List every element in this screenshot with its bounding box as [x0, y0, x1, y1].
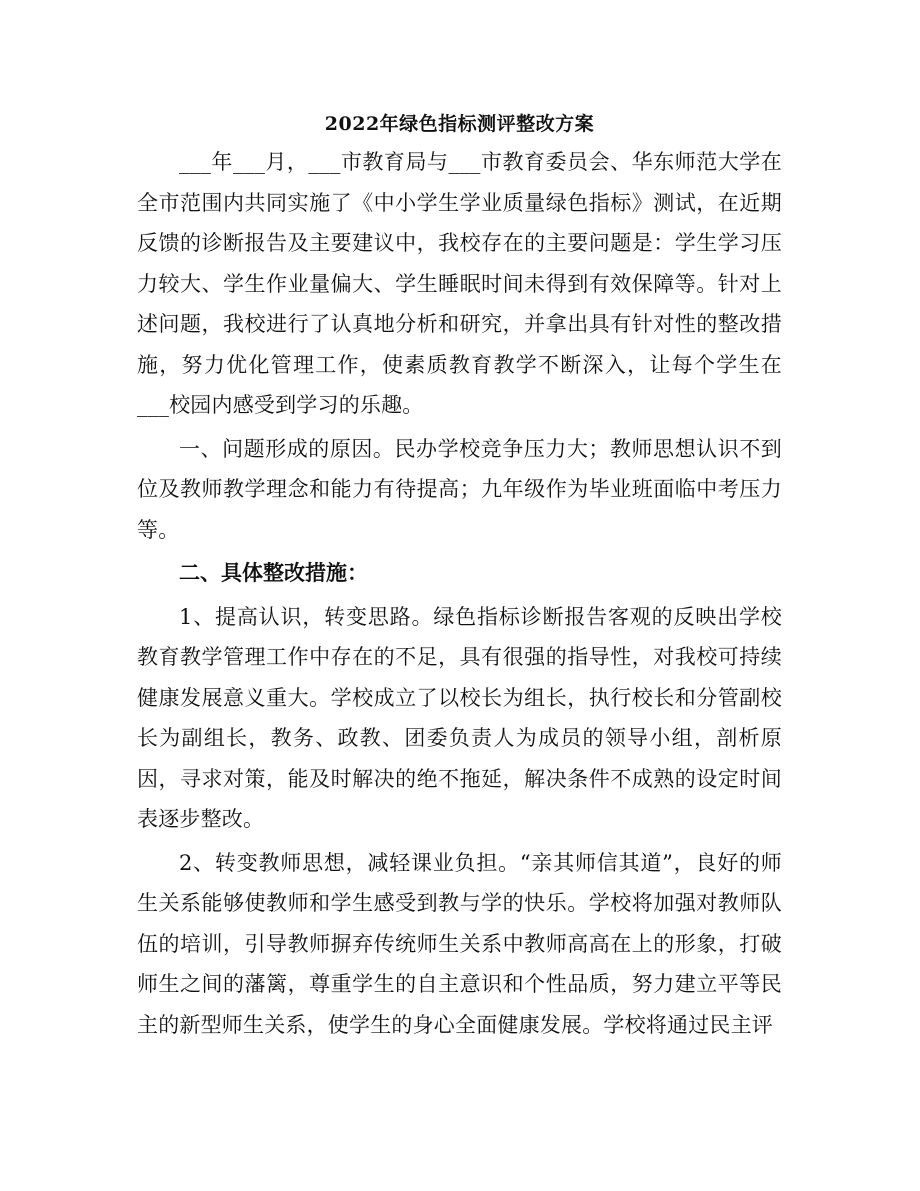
measure2-paragraph: 2、转变教师思想，减轻课业负担。“亲其师信其道”，良好的师生关系能够使教师和学生感受到教与学的快乐。学校将加强对教师队伍的培训，引导教师摒弃传统师生关系中教师高高在上的形象，打破师生之间的藩篱，尊重学生的自主意识和个性品质，努力建立平等民主的新型师生关系，使学生的身心全面健康发展。学校将通过民主评 [137, 850, 782, 1037]
section1-paragraph: 一、问题形成的原因。民办学校竞争压力大；教师思想认识不到位及教师教学理念和能力有待提高；九年级作为毕业班面临中考压力等。 [137, 436, 782, 542]
intro-paragraph: ___年___月，___市教育局与___市教育委员会、华东师范大学在全市范围内共同实施了《中小学生学业质量绿色指标》测试，在近期反馈的诊断报告及主要建议中，我校存在的主要问题是：学生学习压力较大、学生作业量偏大、学生睡眠时间未得到有效保障等。针对上述问题，我校进行了认真地分析和研究，并拿出具有针对性的整改措施，努力优化管理工作，使素质教育教学不断深入，让每个学生在___校园内感受到学习的乐趣。 [137, 150, 782, 417]
section2-heading: 二、具体整改措施： [179, 560, 368, 585]
measure1-paragraph: 1、提高认识，转变思路。绿色指标诊断报告客观的反映出学校教育教学管理工作中存在的不足，具有很强的指导性，对我校可持续健康发展意义重大。学校成立了以校长为组长，执行校长和分管副校长为副组长，教务、政教、团委负责人为成员的领导小组，剖析原因，寻求对策，能及时解决的绝不拖延，解决条件不成熟的设定时间表逐步整改。 [137, 604, 782, 831]
document-title: 2022年绿色指标测评整改方案 [324, 113, 595, 135]
document-page [137, 106, 782, 1045]
